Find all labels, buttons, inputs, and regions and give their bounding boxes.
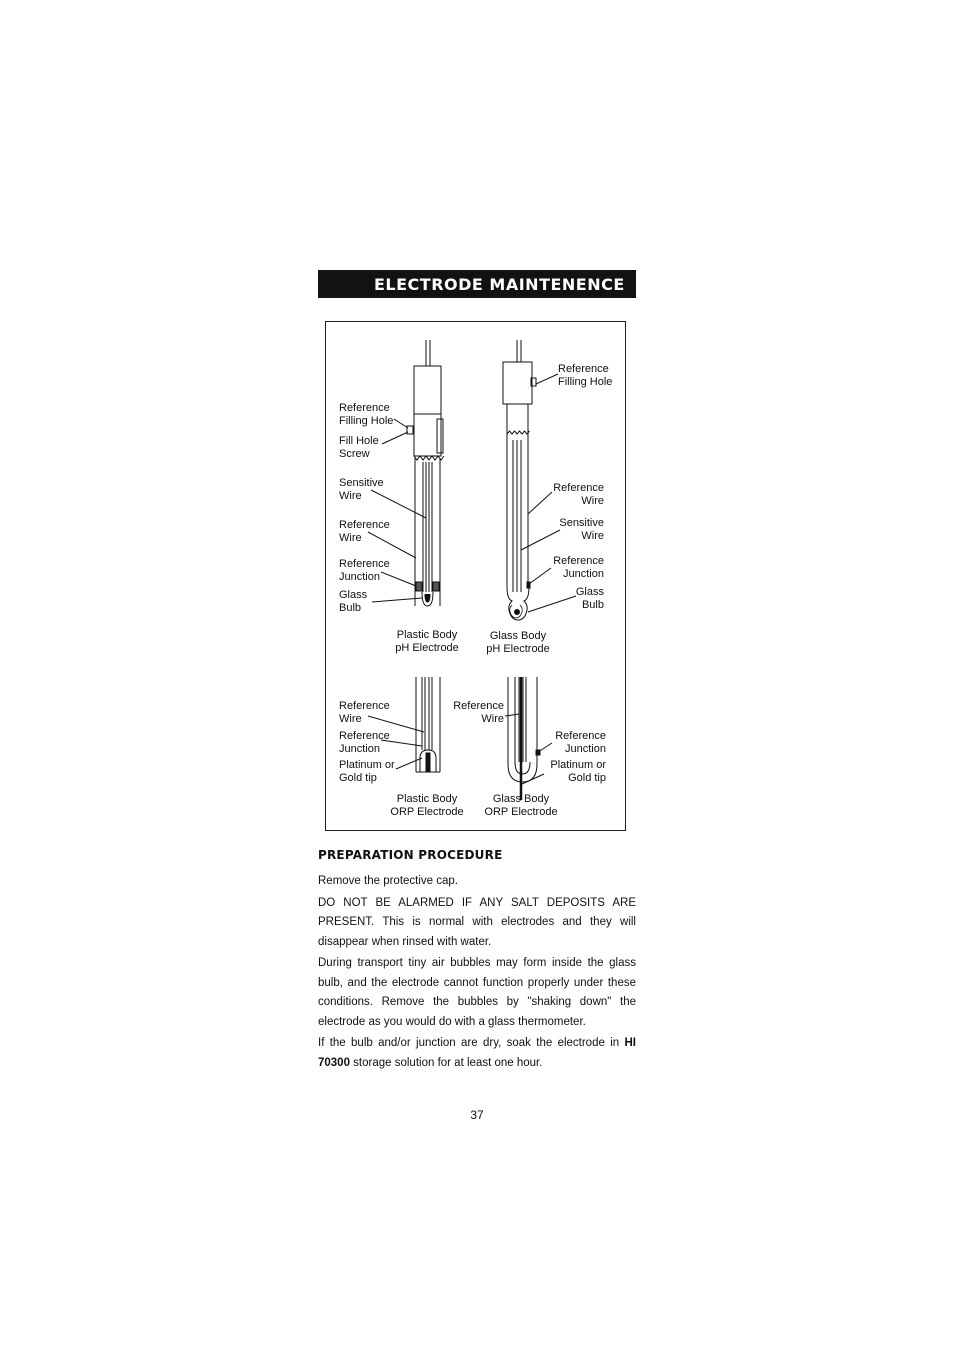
product-code: HI 70300	[318, 1037, 636, 1069]
label-glass-ph-glass-bulb-l2: Bulb	[581, 599, 604, 611]
paragraph-soak-electrode	[318, 1034, 636, 1073]
caption-glass-ph-l1: Glass Body	[489, 630, 547, 642]
electrode-diagram	[326, 322, 627, 832]
label-plastic-orp-tip-l1: Platinum or	[339, 759, 395, 771]
label-glass-orp-reference-wire-l2: Wire	[481, 713, 504, 725]
electrode-diagram-figure	[325, 321, 626, 831]
label-glass-ph-reference-wire-l1: Reference	[553, 482, 604, 494]
caption-plastic-orp-l1: Plastic Body	[396, 793, 458, 805]
label-plastic-ph-reference-wire-l2: Wire	[339, 532, 362, 544]
label-plastic-ph-sensitive-wire-l1: Sensitive	[339, 477, 384, 489]
label-plastic-ph-sensitive-wire-l2: Wire	[339, 490, 362, 502]
label-glass-ph-ref-filling-hole-l2: Filling Hole	[558, 376, 613, 388]
label-glass-ph-glass-bulb-l1: Glass	[575, 586, 604, 598]
label-glass-ph-ref-filling-hole-l1: Reference	[558, 363, 609, 375]
label-plastic-ph-glass-bulb-l2: Bulb	[339, 602, 362, 614]
label-plastic-ph-fill-hole-screw-l2: Screw	[339, 448, 370, 460]
label-plastic-ph-ref-filling-hole-l2: Filling Hole	[339, 415, 394, 427]
page-number: 37	[470, 1108, 484, 1122]
label-plastic-orp-reference-wire-l2: Wire	[339, 713, 362, 725]
soak-text-before: If the bulb and/or junction are dry, soak the electrode in	[318, 1037, 625, 1049]
label-plastic-ph-reference-wire-l1: Reference	[339, 519, 390, 531]
label-plastic-ph-fill-hole-screw-l1: Fill Hole	[339, 435, 379, 447]
label-plastic-ph-reference-junction-l2: Junction	[339, 571, 380, 583]
section-title-bar	[318, 270, 636, 298]
label-glass-orp-reference-junction-l2: Junction	[565, 743, 606, 755]
caption-plastic-orp-l2: ORP Electrode	[390, 806, 464, 818]
label-plastic-orp-tip-l2: Gold tip	[339, 772, 377, 784]
label-plastic-orp-reference-junction-l2: Junction	[339, 743, 380, 755]
paragraph-remove-cap: Remove the protective cap.	[318, 875, 458, 887]
label-plastic-orp-reference-wire-l1: Reference	[339, 700, 390, 712]
soak-text-after: storage solution for at least one hour.	[349, 1056, 543, 1069]
label-glass-ph-sensitive-wire-l2: Wire	[581, 530, 604, 542]
label-glass-orp-tip-l1: Platinum or	[550, 759, 606, 771]
label-plastic-ph-ref-filling-hole-l1: Reference	[339, 402, 390, 414]
paragraph-air-bubbles: During transport tiny air bubbles may form inside the glass bulb, and the electrode cannot function properly under these conditions. Remove the bubbles by "shaking down" the electrode as you would do with a glass thermometer.	[318, 957, 636, 1028]
label-glass-ph-reference-junction-l2: Junction	[563, 568, 604, 580]
label-plastic-ph-glass-bulb-l1: Glass	[339, 589, 368, 601]
preparation-procedure-heading: PREPARATION PROCEDURE	[318, 848, 503, 862]
glass-orp-electrode	[505, 677, 552, 800]
preparation-procedure-body	[318, 872, 636, 1075]
label-glass-ph-sensitive-wire-l1: Sensitive	[559, 517, 604, 529]
section-title: ELECTRODE MAINTENENCE	[374, 274, 625, 294]
caption-plastic-ph-l2: pH Electrode	[395, 642, 459, 654]
plastic-orp-electrode	[368, 677, 440, 772]
label-glass-orp-reference-wire-l1: Reference	[453, 700, 504, 712]
label-glass-ph-reference-junction-l1: Reference	[553, 555, 604, 567]
label-glass-orp-tip-l2: Gold tip	[568, 772, 606, 784]
caption-plastic-ph-l1: Plastic Body	[396, 629, 458, 641]
caption-glass-orp-l2: ORP Electrode	[484, 806, 558, 818]
paragraph-salt-deposits: DO NOT BE ALARMED IF ANY SALT DEPOSITS ARE PRESENT. This is normal with electrodes and they will disappear when rinsed with water.	[318, 896, 636, 948]
label-glass-ph-reference-wire-l2: Wire	[581, 495, 604, 507]
caption-glass-orp-l1: Glass Body	[492, 793, 550, 805]
caption-glass-ph-l2: pH Electrode	[486, 643, 550, 655]
label-plastic-orp-reference-junction-l1: Reference	[339, 730, 390, 742]
label-plastic-ph-reference-junction-l1: Reference	[339, 558, 390, 570]
label-glass-orp-reference-junction-l1: Reference	[555, 730, 606, 742]
